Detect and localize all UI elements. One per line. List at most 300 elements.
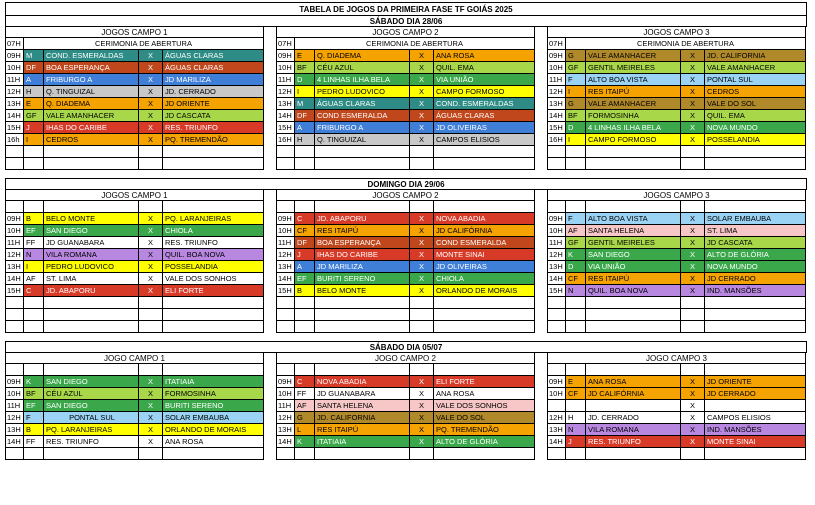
- empty-cell: [24, 146, 44, 157]
- match-time: 09H: [6, 213, 24, 224]
- match-row: [548, 364, 805, 376]
- empty-cell: [586, 297, 681, 308]
- match-time: 13H: [548, 98, 566, 109]
- match-time: 12H: [277, 412, 295, 423]
- empty-cell: [566, 321, 586, 332]
- match-time: 09H: [6, 376, 24, 387]
- match-group: CF: [566, 273, 586, 284]
- away-team: PQ. TREMENDÃO: [163, 134, 263, 145]
- match-time: 07H: [277, 38, 295, 49]
- match-row: [6, 86, 263, 98]
- versus-mark: X: [139, 273, 163, 284]
- home-team: CAMPO FORMOSO: [586, 134, 681, 145]
- empty-cell: [434, 321, 534, 332]
- match-time: 12H: [6, 412, 24, 423]
- match-group: GF: [24, 110, 44, 121]
- away-team: VALE DO SOL: [434, 412, 534, 423]
- match-row: [6, 225, 263, 237]
- empty-cell: [44, 201, 139, 212]
- match-row: [277, 134, 534, 146]
- match-row: [548, 424, 805, 436]
- match-row: [277, 74, 534, 86]
- match-time: 11H: [548, 74, 566, 85]
- home-team: ANA ROSA: [586, 376, 681, 387]
- match-time: 10H: [548, 388, 566, 399]
- match-time: 11H: [6, 237, 24, 248]
- empty-cell: [681, 364, 705, 375]
- empty-cell: [410, 158, 434, 169]
- away-team: NOVA MUNDO: [705, 261, 805, 272]
- versus-mark: X: [681, 285, 705, 296]
- empty-cell: [548, 364, 566, 375]
- empty-cell: [434, 146, 534, 157]
- empty-cell: [548, 448, 566, 459]
- home-team: IHAS DO CARIBE: [315, 249, 410, 260]
- match-row: [548, 376, 805, 388]
- versus-mark: X: [410, 225, 434, 236]
- day-section: [5, 170, 807, 333]
- empty-cell: [277, 309, 295, 320]
- field-block: [547, 190, 806, 333]
- match-time: 09H: [277, 213, 295, 224]
- empty-cell: [586, 201, 681, 212]
- home-team: JD. CERRADO: [586, 412, 681, 423]
- match-row: [548, 201, 805, 213]
- home-team: BOA ESPERANÇA: [315, 237, 410, 248]
- versus-mark: X: [410, 237, 434, 248]
- empty-cell: [6, 321, 24, 332]
- home-team: 4 LINHAS ILHA BELA: [586, 122, 681, 133]
- versus-mark: X: [681, 225, 705, 236]
- match-row: [277, 400, 534, 412]
- home-team: IHAS DO CARIBE: [44, 122, 139, 133]
- match-time: 15H: [548, 122, 566, 133]
- match-group: FF: [295, 388, 315, 399]
- away-team: JD CASCATA: [705, 237, 805, 248]
- away-team: POSSELANDIA: [705, 134, 805, 145]
- field-block: [547, 353, 806, 460]
- field-blocks: [5, 190, 807, 333]
- opening-ceremony: CERIMONIA DE ABERTURA: [637, 39, 734, 48]
- empty-cell: [586, 448, 681, 459]
- empty-cell: [434, 364, 534, 375]
- match-time: 13H: [548, 261, 566, 272]
- match-row: [6, 436, 263, 448]
- versus-mark: X: [139, 400, 163, 411]
- away-team: RES. TRIUNFO: [163, 122, 263, 133]
- match-group: D: [295, 74, 315, 85]
- match-group: D: [566, 122, 586, 133]
- away-team: ORLANDO DE MORAIS: [434, 285, 534, 296]
- match-time: 13H: [277, 261, 295, 272]
- match-group: E: [566, 376, 586, 387]
- home-team: SANTA HELENA: [586, 225, 681, 236]
- match-time: 11H: [548, 237, 566, 248]
- away-team: SOLAR EMBAUBA: [705, 213, 805, 224]
- empty-cell: [410, 146, 434, 157]
- versus-mark: X: [139, 388, 163, 399]
- match-row: [277, 285, 534, 297]
- match-time: 14H: [6, 273, 24, 284]
- match-row: [548, 62, 805, 74]
- versus-mark: X: [139, 122, 163, 133]
- match-row: [548, 297, 805, 309]
- match-row: [277, 146, 534, 158]
- match-group: BF: [566, 110, 586, 121]
- match-time: 14H: [277, 436, 295, 447]
- match-time: 13H: [277, 424, 295, 435]
- match-time: 14H: [548, 273, 566, 284]
- match-group: C: [295, 213, 315, 224]
- section-gap: [5, 170, 807, 178]
- empty-cell: [44, 146, 139, 157]
- match-group: B: [24, 213, 44, 224]
- match-group: J: [24, 122, 44, 133]
- versus-mark: X: [681, 436, 705, 447]
- match-row: [277, 388, 534, 400]
- versus-mark: X: [410, 86, 434, 97]
- field-block: [276, 353, 535, 460]
- home-team: QUIL. BOA NOVA: [586, 285, 681, 296]
- match-group: DF: [295, 110, 315, 121]
- schedule-sheet: [5, 2, 807, 460]
- home-team: VALE AMANHACER: [586, 50, 681, 61]
- versus-mark: X: [410, 134, 434, 145]
- away-team: MONTE SINAI: [434, 249, 534, 260]
- home-team: ÁGUAS CLARAS: [315, 98, 410, 109]
- home-team: BURITI SERENO: [315, 273, 410, 284]
- home-team: JD. ABAPORU: [44, 285, 139, 296]
- field-block: [5, 27, 264, 170]
- empty-cell: [315, 364, 410, 375]
- match-group: N: [24, 249, 44, 260]
- versus-mark: X: [139, 261, 163, 272]
- match-row: [6, 412, 263, 424]
- away-team: JD ORIENTE: [163, 98, 263, 109]
- away-team: PONTAL SUL: [705, 74, 805, 85]
- home-team: PONTAL SUL: [44, 412, 139, 423]
- match-row: [277, 261, 534, 273]
- home-team: VALE AMANHACER: [586, 98, 681, 109]
- match-row: [548, 146, 805, 158]
- empty-cell: [315, 321, 410, 332]
- empty-cell: [566, 201, 586, 212]
- empty-cell: [44, 364, 139, 375]
- empty-cell: [315, 201, 410, 212]
- empty-cell: [586, 146, 681, 157]
- empty-cell: [163, 309, 263, 320]
- versus-mark: X: [410, 424, 434, 435]
- away-team: PQ. TREMENDÃO: [434, 424, 534, 435]
- match-row: [6, 237, 263, 249]
- match-time: 12H: [277, 249, 295, 260]
- empty-cell: [139, 297, 163, 308]
- match-time: 14H: [6, 436, 24, 447]
- versus-mark: X: [139, 110, 163, 121]
- match-group: DF: [295, 237, 315, 248]
- home-team: ITATIAIA: [315, 436, 410, 447]
- match-time: 10H: [548, 62, 566, 73]
- empty-cell: [410, 201, 434, 212]
- empty-cell: [681, 297, 705, 308]
- away-team: ST. LIMA: [705, 225, 805, 236]
- empty-cell: [163, 146, 263, 157]
- match-time: 13H: [6, 98, 24, 109]
- match-row: [277, 86, 534, 98]
- match-group: F: [24, 412, 44, 423]
- match-row: [548, 98, 805, 110]
- versus-mark: X: [681, 86, 705, 97]
- match-row: [277, 110, 534, 122]
- match-row: [6, 146, 263, 158]
- empty-cell: [315, 448, 410, 459]
- day-label: SÁBADO DIA 05/07: [5, 341, 807, 353]
- versus-mark: X: [139, 376, 163, 387]
- home-team: Q. DIADEMA: [315, 50, 410, 61]
- day-section: [5, 15, 807, 170]
- match-group: H: [24, 86, 44, 97]
- home-team: GENTIL MEIRELES: [586, 237, 681, 248]
- versus-mark: X: [410, 50, 434, 61]
- empty-cell: [163, 297, 263, 308]
- versus-mark: X: [681, 213, 705, 224]
- versus-mark: X: [681, 249, 705, 260]
- versus-mark: X: [681, 62, 705, 73]
- home-team: FORMOSINHA: [586, 110, 681, 121]
- sheet-title: TABELA DE JOGOS DA PRIMEIRA FASE TF GOIÁS 2025: [5, 2, 807, 15]
- empty-cell: [586, 309, 681, 320]
- empty-cell: [548, 158, 566, 169]
- empty-cell: [681, 146, 705, 157]
- empty-cell: [315, 158, 410, 169]
- match-row: [277, 309, 534, 321]
- empty-cell: [566, 309, 586, 320]
- away-team: COND. ESMERALDAS: [434, 98, 534, 109]
- versus-mark: X: [410, 388, 434, 399]
- home-team: [586, 400, 681, 411]
- away-team: JD ORIENTE: [705, 376, 805, 387]
- empty-cell: [139, 364, 163, 375]
- home-team: JD MARILIZA: [315, 261, 410, 272]
- match-time: [548, 400, 566, 411]
- match-group: A: [295, 261, 315, 272]
- home-team: VILA ROMANA: [586, 424, 681, 435]
- versus-mark: X: [410, 261, 434, 272]
- empty-cell: [434, 158, 534, 169]
- day-label: SÁBADO DIA 28/06: [5, 15, 807, 27]
- match-row: [277, 50, 534, 62]
- empty-cell: [681, 309, 705, 320]
- opening-ceremony: CERIMONIA DE ABERTURA: [95, 39, 192, 48]
- versus-mark: X: [410, 285, 434, 296]
- match-row: [6, 38, 263, 50]
- match-group: N: [566, 424, 586, 435]
- away-team: NOVA MUNDO: [705, 122, 805, 133]
- versus-mark: X: [410, 62, 434, 73]
- empty-cell: [705, 158, 805, 169]
- home-team: JD. CALIFORNIA: [315, 412, 410, 423]
- away-team: ANA ROSA: [434, 50, 534, 61]
- empty-cell: [139, 146, 163, 157]
- home-team: Q. DIADEMA: [44, 98, 139, 109]
- empty-cell: [277, 448, 295, 459]
- match-time: 07H: [6, 38, 24, 49]
- match-row: [548, 225, 805, 237]
- match-time: 15H: [6, 285, 24, 296]
- match-row: [277, 158, 534, 170]
- match-group: GF: [566, 237, 586, 248]
- home-team: Q. TINGUIZAL: [44, 86, 139, 97]
- day-label: DOMINGO DIA 29/06: [5, 178, 807, 190]
- match-group: K: [24, 376, 44, 387]
- match-group: BF: [24, 388, 44, 399]
- versus-mark: X: [139, 98, 163, 109]
- empty-cell: [6, 158, 24, 169]
- match-row: [277, 213, 534, 225]
- match-group: L: [295, 424, 315, 435]
- match-row: [277, 321, 534, 333]
- field-block: [547, 27, 806, 170]
- match-row: [548, 321, 805, 333]
- away-team: IND. MANSÕES: [705, 285, 805, 296]
- field-header: JOGO CAMPO 2: [277, 353, 534, 364]
- empty-cell: [705, 297, 805, 308]
- away-team: CAMPOS ELISIOS: [705, 412, 805, 423]
- match-time: 10H: [6, 62, 24, 73]
- match-row: [277, 412, 534, 424]
- away-team: CAMPOS ELISIOS: [434, 134, 534, 145]
- versus-mark: X: [410, 98, 434, 109]
- match-time: 15H: [6, 122, 24, 133]
- match-group: AF: [566, 225, 586, 236]
- empty-cell: [681, 321, 705, 332]
- empty-cell: [277, 146, 295, 157]
- versus-mark: X: [139, 249, 163, 260]
- home-team: VIA UNIÃO: [586, 261, 681, 272]
- home-team: JD GUANABARA: [44, 237, 139, 248]
- away-team: ITATIAIA: [163, 376, 263, 387]
- versus-mark: X: [410, 110, 434, 121]
- match-group: E: [24, 98, 44, 109]
- versus-mark: X: [410, 249, 434, 260]
- home-team: 4 LINHAS ILHA BELA: [315, 74, 410, 85]
- away-team: VALE DOS SONHOS: [163, 273, 263, 284]
- match-row: [548, 309, 805, 321]
- match-row: [6, 110, 263, 122]
- empty-cell: [277, 158, 295, 169]
- empty-cell: [6, 201, 24, 212]
- home-team: NOVA ABADIA: [315, 376, 410, 387]
- empty-cell: [295, 364, 315, 375]
- home-team: RES. TRIUNFO: [586, 436, 681, 447]
- field-block: [276, 190, 535, 333]
- match-group: D: [566, 261, 586, 272]
- match-time: 13H: [6, 424, 24, 435]
- empty-cell: [139, 201, 163, 212]
- match-group: M: [24, 50, 44, 61]
- match-row: [6, 321, 263, 333]
- match-group: EF: [24, 225, 44, 236]
- match-time: 12H: [6, 86, 24, 97]
- match-row: [548, 74, 805, 86]
- away-team: ANA ROSA: [434, 388, 534, 399]
- away-team: ALTO DE GLÓRIA: [434, 436, 534, 447]
- match-time: 10H: [548, 225, 566, 236]
- match-row: [6, 376, 263, 388]
- match-row: [277, 38, 534, 50]
- match-row: [6, 261, 263, 273]
- match-time: 12H: [548, 412, 566, 423]
- home-team: SAN DIEGO: [44, 225, 139, 236]
- empty-cell: [163, 201, 263, 212]
- match-group: C: [24, 285, 44, 296]
- empty-cell: [295, 321, 315, 332]
- match-time: 16H: [277, 134, 295, 145]
- empty-cell: [24, 321, 44, 332]
- match-row: [6, 134, 263, 146]
- match-group: I: [24, 134, 44, 145]
- match-row: [277, 448, 534, 460]
- field-header: JOGOS CAMPO 3: [548, 27, 805, 38]
- match-row: [277, 122, 534, 134]
- versus-mark: X: [681, 74, 705, 85]
- field-block: [276, 27, 535, 170]
- match-group: FF: [24, 436, 44, 447]
- away-team: JD OLIVEIRAS: [434, 261, 534, 272]
- away-team: IND. MANSÕES: [705, 424, 805, 435]
- match-time: 09H: [6, 50, 24, 61]
- match-row: [6, 213, 263, 225]
- away-team: [705, 400, 805, 411]
- empty-cell: [44, 448, 139, 459]
- match-row: [277, 249, 534, 261]
- match-row: [6, 424, 263, 436]
- match-row: [548, 38, 805, 50]
- home-team: FRIBURGO A: [315, 122, 410, 133]
- home-team: SAN DIEGO: [44, 400, 139, 411]
- empty-cell: [434, 297, 534, 308]
- away-team: MONTE SINAI: [705, 436, 805, 447]
- match-group: FF: [24, 237, 44, 248]
- away-team: VIA UNIÃO: [434, 74, 534, 85]
- empty-cell: [24, 297, 44, 308]
- versus-mark: X: [139, 134, 163, 145]
- versus-mark: X: [139, 412, 163, 423]
- versus-mark: X: [139, 74, 163, 85]
- versus-mark: X: [681, 110, 705, 121]
- match-time: 10H: [277, 225, 295, 236]
- home-team: SAN DIEGO: [44, 376, 139, 387]
- empty-cell: [295, 297, 315, 308]
- versus-mark: X: [139, 62, 163, 73]
- home-team: RES ITAIPÚ: [586, 86, 681, 97]
- empty-cell: [24, 364, 44, 375]
- versus-mark: X: [139, 86, 163, 97]
- home-team: PEDRO LUDOVICO: [44, 261, 139, 272]
- match-time: 10H: [277, 388, 295, 399]
- versus-mark: X: [681, 400, 705, 411]
- away-team: FORMOSINHA: [163, 388, 263, 399]
- section-gap: [5, 333, 807, 341]
- match-row: [6, 249, 263, 261]
- match-row: [277, 201, 534, 213]
- match-time: 09H: [277, 50, 295, 61]
- match-row: [548, 122, 805, 134]
- match-time: 09H: [548, 50, 566, 61]
- empty-cell: [163, 321, 263, 332]
- field-header: JOGO CAMPO 3: [548, 353, 805, 364]
- versus-mark: X: [410, 376, 434, 387]
